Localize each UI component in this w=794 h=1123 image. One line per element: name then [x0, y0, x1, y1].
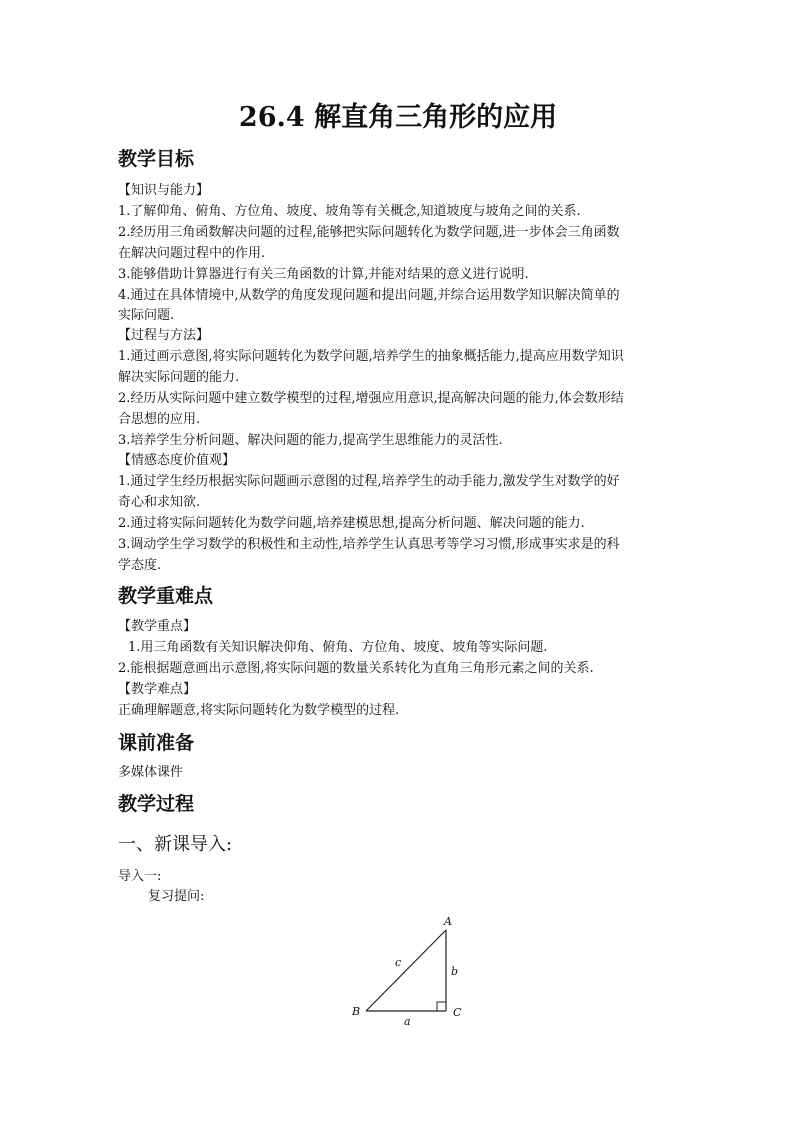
- label-focus: 【教学重点】: [118, 619, 197, 634]
- label-knowledge: 【知识与能力】: [118, 183, 210, 198]
- heading-preparation: 课前准备: [118, 732, 195, 754]
- process-line: 合思想的应用.: [118, 412, 201, 427]
- process-line: 解决实际问题的能力.: [118, 370, 240, 385]
- label-difficulty: 【教学难点】: [118, 682, 197, 697]
- label-side-a: a: [404, 1015, 411, 1028]
- label-side-c: c: [395, 956, 402, 969]
- knowledge-line: 1.了解仰角、俯角、方位角、坡度、坡角等有关概念,知道坡度与坡角之间的关系.: [118, 204, 581, 219]
- focus-line: 1.用三角函数有关知识解决仰角、俯角、方位角、坡度、坡角等实际问题.: [128, 640, 548, 655]
- process-line: 2.经历从实际问题中建立数学模型的过程,增强应用意识,提高解决问题的能力,体会数形结: [118, 391, 624, 406]
- heading-objectives: 教学目标: [118, 148, 195, 170]
- intro-label: 导入一:: [118, 869, 162, 884]
- heading-key-points: 教学重难点: [118, 585, 214, 607]
- knowledge-line: 2.经历用三角函数解决问题的过程,能够把实际问题转化为数学问题,进一步体会三角函数: [118, 225, 620, 240]
- focus-line: 2.能根据题意画出示意图,将实际问题的数量关系转化为直角三角形元素之间的关系.: [118, 661, 594, 676]
- label-attitude: 【情感态度价值观】: [118, 453, 236, 468]
- label-vertex-a: A: [444, 915, 452, 928]
- attitude-line: 学态度.: [118, 558, 162, 573]
- attitude-line: 奇心和求知欲.: [118, 495, 201, 510]
- knowledge-line: 3.能够借助计算器进行有关三角函数的计算,并能对结果的意义进行说明.: [118, 267, 529, 282]
- attitude-line: 3.调动学生学习数学的积极性和主动性,培养学生认真思考等学习习惯,形成事实求是的科: [118, 537, 620, 552]
- difficulty-line: 正确理解题意,将实际问题转化为数学模型的过程.: [118, 703, 400, 718]
- attitude-line: 2.通过将实际问题转化为数学问题,培养建模思想,提高分析问题、解决问题的能力.: [118, 516, 585, 531]
- knowledge-line: 在解决问题过程中的作用.: [118, 246, 266, 261]
- subheading-intro: 一、新课导入:: [118, 834, 233, 855]
- right-triangle-figure: [346, 908, 466, 1030]
- right-angle-mark: [437, 1002, 446, 1011]
- knowledge-line: 4.通过在具体情境中,从数学的角度发现问题和提出问题,并综合运用数学知识解决简单的: [118, 288, 620, 303]
- heading-process: 教学过程: [118, 793, 195, 815]
- page-title: 26.4 解直角三角形的应用: [238, 102, 558, 133]
- attitude-line: 1.通过学生经历根据实际问题画示意图的过程,培养学生的动手能力,激发学生对数学的好: [118, 474, 620, 489]
- label-vertex-c: C: [453, 1006, 462, 1019]
- process-line: 1.通过画示意图,将实际问题转化为数学问题,培养学生的抽象概括能力,提高应用数学知识: [118, 349, 624, 364]
- label-vertex-b: B: [352, 1005, 361, 1018]
- review-label: 复习提问:: [148, 889, 205, 904]
- label-process: 【过程与方法】: [118, 328, 210, 343]
- label-side-b: b: [451, 965, 459, 978]
- preparation-text: 多媒体课件: [118, 765, 184, 780]
- side-c: [366, 930, 446, 1011]
- process-line: 3.培养学生分析问题、解决问题的能力,提高学生思维能力的灵活性.: [118, 433, 503, 448]
- knowledge-line: 实际问题.: [118, 308, 175, 323]
